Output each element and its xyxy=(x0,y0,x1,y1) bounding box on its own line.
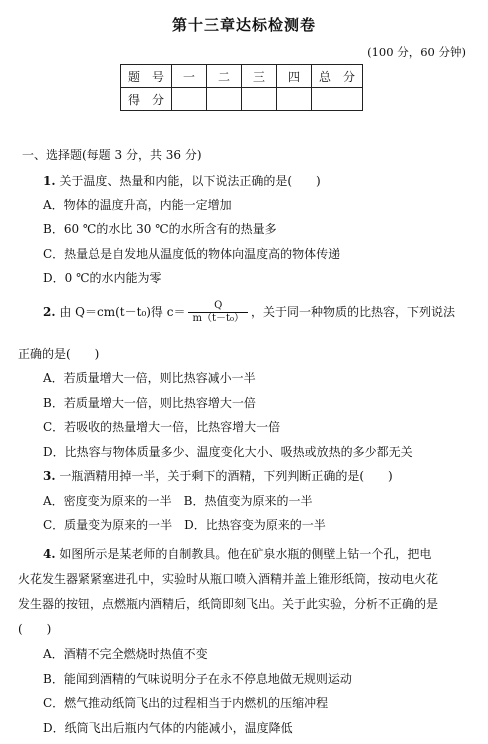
option-3cd: C．质量变为原来的一半 D．比热容变为原来的一半 xyxy=(43,518,326,532)
score-table-header-row xyxy=(121,65,363,88)
question-2-continued: 正确的是( ) xyxy=(18,347,100,361)
option-4d: D．纸筒飞出后瓶内气体的内能减小，温度降低 xyxy=(43,721,293,735)
question-4 xyxy=(43,545,431,562)
score-cell: 总 分 xyxy=(312,65,363,88)
question-4-line3: 发生器的按钮，点燃瓶内酒精后，纸筒即刻飞出。关于此实验，分析不正确的是 xyxy=(18,597,439,611)
option-1d: D．0 ℃的水内能为零 xyxy=(43,271,162,285)
fraction xyxy=(188,300,248,325)
option-1c: C．热量总是自发地从温度低的物体向温度高的物体传递 xyxy=(43,247,341,261)
score-cell: 三 xyxy=(242,65,277,88)
question-1 xyxy=(43,172,321,189)
option-4a: A．酒精不完全燃烧时热值不变 xyxy=(43,647,208,661)
score-time-note: (100 分，60 分钟) xyxy=(367,45,466,59)
question-stem: 一瓶酒精用掉一半，关于剩下的酒精，下列判断正确的是( ) xyxy=(59,469,393,483)
score-blank xyxy=(172,88,207,111)
score-cell: 四 xyxy=(277,65,312,88)
question-number: 1. xyxy=(43,174,56,188)
score-blank xyxy=(277,88,312,111)
option-3ab: A．密度变为原来的一半 B．热值变为原来的一半 xyxy=(43,494,313,508)
score-cell: 二 xyxy=(207,65,242,88)
score-blank xyxy=(312,88,363,111)
question-4-line4: ( ) xyxy=(18,622,52,636)
score-cell: 一 xyxy=(172,65,207,88)
section-heading: 一、选择题(每题 3 分，共 36 分) xyxy=(22,148,202,162)
option-2b: B．若质量增大一倍，则比热容增大一倍 xyxy=(43,396,256,410)
question-3 xyxy=(43,467,393,484)
option-4c: C．燃气推动纸筒飞出的过程相当于内燃机的压缩冲程 xyxy=(43,696,329,710)
score-table-score-row xyxy=(121,88,363,111)
question-stem: 如图所示是某老师的自制教具。他在矿泉水瓶的侧壁上钻一个孔，把电 xyxy=(59,547,432,561)
fraction-numerator: Q xyxy=(214,300,223,311)
fraction-denominator: m（t－t₀） xyxy=(188,312,248,325)
question-2 xyxy=(43,300,455,325)
question-number: 2. xyxy=(43,305,56,319)
score-blank xyxy=(242,88,277,111)
score-blank xyxy=(207,88,242,111)
question-4-line2: 火花发生器紧紧塞进孔中，实验时从瓶口喷入酒精并盖上锥形纸筒，按动电火花 xyxy=(18,572,439,586)
question-stem: 关于温度、热量和内能，以下说法正确的是( ) xyxy=(59,174,321,188)
question-number: 3. xyxy=(43,469,56,483)
option-1b: B．60 ℃的水比 30 ℃的水所含有的热量多 xyxy=(43,222,277,236)
option-2c: C．若吸收的热量增大一倍，比热容增大一倍 xyxy=(43,420,281,434)
question-stem-pre: 由 Q＝cm(t－t₀)得 c＝ xyxy=(59,305,186,319)
question-stem-post: ，关于同一种物质的比热容，下列说法 xyxy=(251,305,456,319)
page-title: 第十三章达标检测卷 xyxy=(171,16,316,34)
score-table xyxy=(120,64,363,111)
option-2a: A．若质量增大一倍，则比热容减小一半 xyxy=(43,371,256,385)
option-4b: B．能闻到酒精的气味说明分子在永不停息地做无规则运动 xyxy=(43,672,352,686)
option-2d: D．比热容与物体质量多少、温度变化大小、吸热或放热的多少都无关 xyxy=(43,445,413,459)
score-cell: 题 号 xyxy=(121,65,172,88)
option-1a: A．物体的温度升高，内能一定增加 xyxy=(43,198,232,212)
score-cell: 得 分 xyxy=(121,88,172,111)
question-number: 4. xyxy=(43,547,56,561)
